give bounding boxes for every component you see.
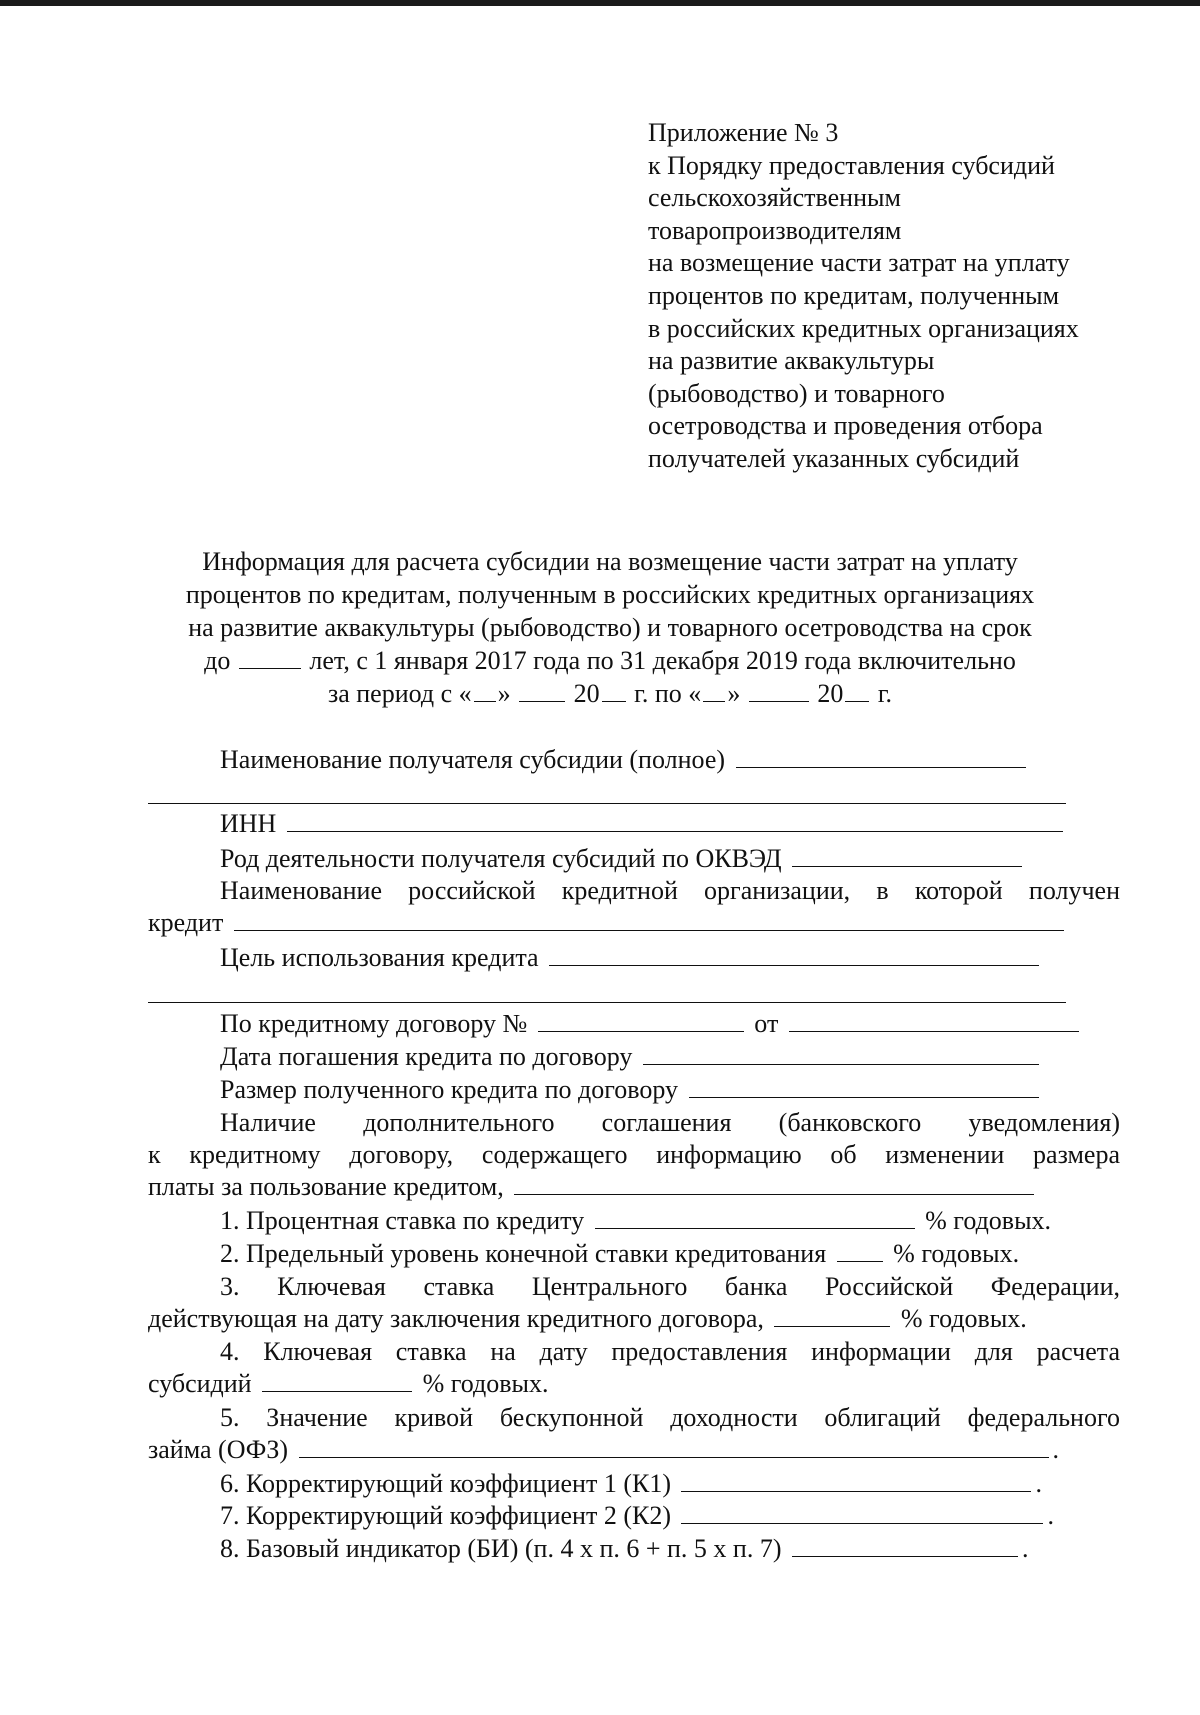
appendix-line: на возмещение части затрат на уплату [648, 248, 1070, 278]
bank-name-field[interactable] [234, 908, 1064, 931]
loan-size-label: Размер полученного кредита по договору [220, 1075, 679, 1104]
item5-label-cont: займа (ОФЗ) [148, 1435, 289, 1464]
max-rate-field[interactable] [837, 1239, 883, 1262]
item8-label: 8. Базовый индикатор (БИ) (п. 4 х п. 6 + п. 5 х п. 7) [220, 1534, 782, 1563]
item6-label: 6. Корректирующий коэффициент 1 (К1) [220, 1469, 671, 1498]
k1-field[interactable] [681, 1469, 1031, 1492]
item2-row [148, 1238, 1120, 1270]
item6-period: . [1035, 1469, 1042, 1498]
ofz-yield-field[interactable] [299, 1435, 1049, 1458]
bank-label-cont: кредит [148, 908, 224, 937]
bank-label: Наименование российской кредитной организации, в которой получен [220, 876, 1120, 905]
key-rate-contract-field[interactable] [774, 1304, 890, 1327]
appendix-line: процентов по кредитам, полученным [648, 280, 1060, 310]
bank-row-1 [148, 875, 1120, 907]
title-text: » [727, 679, 741, 708]
inn-label: ИНН [220, 809, 277, 838]
addendum-row-2 [148, 1139, 1120, 1171]
purpose-field-cont[interactable] [148, 1002, 1066, 1003]
contract-date-field[interactable] [789, 1009, 1079, 1032]
contract-number-field[interactable] [538, 1009, 744, 1032]
inn-row [148, 808, 1120, 840]
recipient-name-row [148, 744, 1120, 776]
contract-label: По кредитному договору № [220, 1009, 528, 1038]
item5-label: 5. Значение кривой бескупонной доходности облигаций федерального [220, 1403, 1120, 1432]
appendix-line: получателей указанных субсидий [648, 443, 1020, 473]
title-text: 20 [817, 679, 844, 708]
contract-date-label: от [754, 1009, 779, 1038]
appendix-line: (рыбоводство) и товарного [648, 378, 945, 408]
item5-row-2 [148, 1434, 1120, 1466]
item1-label: 1. Процентная ставка по кредиту [220, 1206, 585, 1235]
addendum-field[interactable] [514, 1172, 1034, 1195]
addendum-label: Наличие дополнительного соглашения (банковского уведомления) [220, 1108, 1120, 1137]
item6-row [148, 1468, 1120, 1500]
item2-unit: % годовых. [893, 1239, 1020, 1268]
appendix-line: на развитие аквакультуры [648, 346, 935, 376]
item5-period: . [1052, 1435, 1060, 1464]
title-text: лет, с 1 января 2017 года по 31 декабря 2019 года включительно [309, 646, 1016, 675]
item7-row [148, 1500, 1120, 1532]
item3-unit: % годовых. [900, 1304, 1027, 1333]
item3-row-2 [148, 1303, 1120, 1335]
loan-size-field[interactable] [689, 1075, 1039, 1098]
recipient-name-field[interactable] [736, 745, 1026, 768]
appendix-line: сельскохозяйственным [648, 183, 901, 213]
recipient-name-label: Наименование получателя субсидии (полное) [220, 745, 726, 774]
item4-label: 4. Ключевая ставка на дату предоставления информации для расчета [220, 1337, 1120, 1366]
appendix-line: осетроводства и проведения отбора [648, 411, 1043, 441]
item1-row [148, 1205, 1120, 1237]
title-text: 20 [573, 679, 600, 708]
title-text: за период с « [327, 679, 472, 708]
activity-label: Род деятельности получателя субсидий по ОКВЭД [220, 844, 782, 873]
addendum-label-cont: к кредитному договору, содержащего информацию об изменении размера [148, 1140, 1120, 1169]
title-text: г. по « [634, 679, 702, 708]
item2-label: 2. Предельный уровень конечной ставки кредитования [220, 1239, 827, 1268]
repay-date-row [148, 1041, 1120, 1073]
item3-row-1 [148, 1271, 1120, 1303]
key-rate-info-field[interactable] [262, 1369, 412, 1392]
title-line: на развитие аквакультуры (рыбоводство) и товарного осетроводства на срок [188, 613, 1032, 642]
title-text: г. [877, 679, 893, 708]
appendix-line: в российских кредитных организациях [648, 313, 1079, 343]
base-indicator-field[interactable] [792, 1534, 1018, 1557]
purpose-label: Цель использования кредита [220, 943, 539, 972]
title-line: Информация для расчета субсидии на возмещение части затрат на уплату [202, 547, 1018, 576]
title-text: до [204, 646, 231, 675]
activity-row [148, 843, 1120, 875]
interest-rate-field[interactable] [595, 1206, 915, 1229]
contract-row [148, 1008, 1120, 1040]
k2-field[interactable] [681, 1501, 1043, 1524]
item5-row-1 [148, 1402, 1120, 1434]
item4-row-1 [148, 1336, 1120, 1368]
title-line: процентов по кредитам, полученным в российских кредитных организациях [185, 580, 1035, 609]
repay-date-field[interactable] [643, 1042, 1039, 1065]
item7-label: 7. Корректирующий коэффициент 2 (К2) [220, 1501, 671, 1530]
item1-unit: % годовых. [925, 1206, 1052, 1235]
appendix-line: к Порядку предоставления субсидий [648, 150, 1055, 180]
repay-date-label: Дата погашения кредита по договору [220, 1042, 633, 1071]
loan-size-row [148, 1074, 1120, 1106]
purpose-field[interactable] [549, 943, 1039, 966]
purpose-row [148, 942, 1120, 974]
item8-period: . [1022, 1534, 1029, 1563]
addendum-row-1 [148, 1107, 1120, 1139]
inn-field[interactable] [287, 809, 1063, 832]
item3-label-cont: действующая на дату заключения кредитного договора, [148, 1304, 764, 1333]
item7-period: . [1047, 1501, 1054, 1530]
item4-label-cont: субсидий [148, 1369, 252, 1398]
recipient-name-field-cont[interactable] [148, 803, 1066, 804]
title-text: » [497, 679, 511, 708]
addendum-label-end: платы за пользование кредитом, [148, 1172, 504, 1201]
appendix-line: Приложение № 3 [648, 118, 839, 147]
item4-unit: % годовых. [422, 1369, 549, 1398]
item3-label: 3. Ключевая ставка Центрального банка Российской Федерации, [220, 1272, 1120, 1301]
activity-field[interactable] [792, 844, 1022, 867]
bank-row-2 [148, 907, 1120, 939]
addendum-row-3 [148, 1171, 1120, 1203]
item8-row [148, 1533, 1120, 1565]
appendix-line: товаропроизводителям [648, 215, 902, 245]
item4-row-2 [148, 1368, 1120, 1400]
